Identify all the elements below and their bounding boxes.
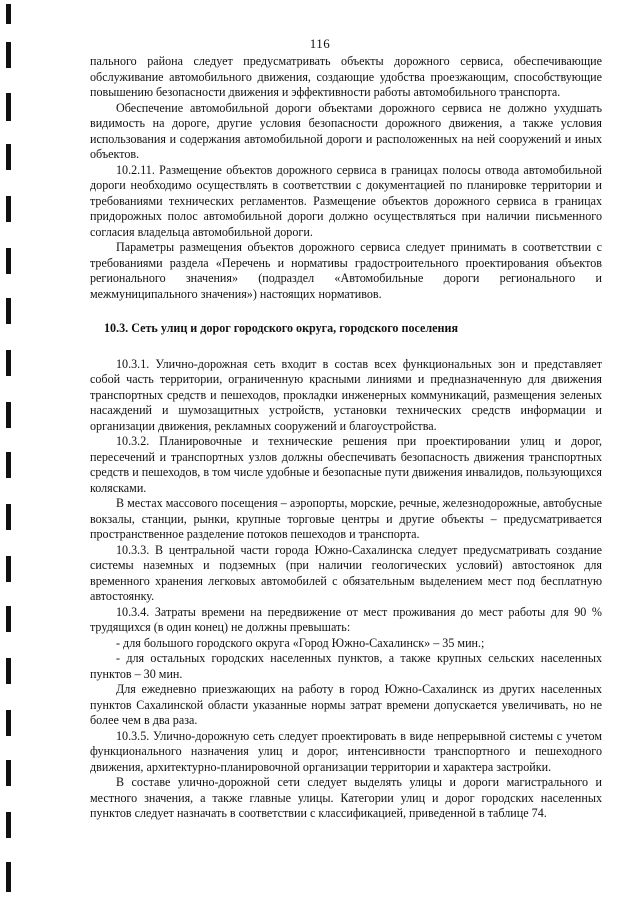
binding-mark — [6, 93, 11, 121]
paragraph: 10.2.11. Размещение объектов дорожного сервиса в границах полосы отвода автомобильной дороги необходимо осуществлять в соответствии с документацией по планировке территории и требованиями технических регламентов. Размещение объектов дорожного сервиса в границах придорожных полос автомобильной дороги должно осуществляться при наличии письменного согласия владельца автомобильной дороги. — [90, 162, 602, 239]
binding-mark — [6, 504, 11, 530]
paragraph: 10.3.2. Планировочные и технические решения при проектировании улиц и дорог, пересечений и транспортных узлов должны обеспечивать безопасность движения транспортных средств и пешеходов, в том числе удобные и безопасные пути движения инвалидов, пользующихся колясками. — [90, 434, 602, 495]
document-body — [90, 54, 602, 822]
binding-mark — [6, 402, 11, 428]
paragraph: В местах массового посещения – аэропорты, морские, речные, железнодорожные, автобусные вокзалы, станции, рынки, крупные торговые центры и другие объекты – предусматривается пространственное разделение потоков пешеходов и транспорта. — [90, 496, 602, 541]
list-item: - для остальных городских населенных пунктов, а также крупных сельских населенных пунктов – 30 мин. — [90, 651, 602, 681]
binding-mark — [6, 862, 11, 892]
binding-mark — [6, 812, 11, 838]
section-heading: 10.3. Сеть улиц и дорог городского округа, городского поселения — [104, 321, 459, 335]
binding-mark — [6, 248, 11, 274]
paragraph: 10.3.3. В центральной части города Южно-Сахалинска следует предусматривать создание системы наземных и подземных (при наличии геологических условий) автостоянок для временного хранения легковых автомобилей с обязательным выделением мест под бесплатную автостоянку. — [90, 542, 602, 603]
binding-mark — [6, 4, 11, 24]
paragraph: Параметры размещения объектов дорожного сервиса следует принимать в соответствии с требованиями раздела «Перечень и нормативы градостроительного проектирования объектов регионального значения» (подраздел «Автомобильные дороги регионального и межмуниципального значения») настоящих нормативов. — [90, 240, 602, 301]
binding-mark — [6, 298, 11, 324]
page-number: 116 — [309, 36, 331, 51]
binding-mark — [6, 350, 11, 376]
binding-mark — [6, 452, 11, 478]
binding-mark — [6, 606, 11, 632]
paragraph: 10.3.4. Затраты времени на передвижение от мест проживания до мест работы для 90 % трудящихся (в один конец) не должны превышать: — [90, 604, 602, 634]
paragraph: 10.3.5. Улично-дорожную сеть следует проектировать в виде непрерывной системы с учетом функционального назначения улиц и дорог, интенсивности транспортного и пешеходного движения, архитектурно-планировочной организации территории и характера застройки. — [90, 728, 602, 774]
binding-mark — [6, 556, 11, 582]
binding-mark — [6, 196, 11, 222]
binding-mark — [6, 710, 11, 736]
paragraph: Для ежедневно приезжающих на работу в город Южно-Сахалинск из других населенных пунктов Сахалинской области указанные нормы затрат времени допускается увеличивать, но не более чем в два раза. — [90, 682, 602, 727]
paragraph: Обеспечение автомобильной дороги объектами дорожного сервиса не должно ухудшать видимость на дороге, другие условия безопасности дорожного движения, а также условия использования и содержания автомобильной дороги и расположенных на ней сооружений и иных объектов. — [90, 100, 602, 161]
binding-mark — [6, 144, 11, 170]
binding-mark — [6, 658, 11, 684]
paragraph: В составе улично-дорожной сети следует выделять улицы и дороги магистрального и местного значения, а также главные улицы. Категории улиц и дорог городских населенных пунктов следует назначать в соответствии с классификацией, приведенной в таблице 74. — [90, 775, 602, 820]
paragraph: 10.3.1. Улично-дорожная сеть входит в состав всех функциональных зон и представляет собой часть территории, ограниченную красными линиями и предназначенную для движения транспортных средств и пешеходов, прокладки инженерных коммуникаций, размещения зеленых насаждений и шумозащитных устройств, установки технических средств информации и организации движения, рекламных сооружений и благоустройства. — [90, 356, 602, 433]
binding-mark — [6, 760, 11, 786]
list-item: - для большого городского округа «Город Южно-Сахалинск» – 35 мин.; — [116, 635, 485, 650]
paragraph: пального района следует предусматривать объекты дорожного сервиса, обеспечивающие обслуживание автомобильного движения, создающие удобства проезжающим, способствующие повышению безопасности движения и эффективности работы автомобильного транспорта. — [90, 54, 602, 99]
